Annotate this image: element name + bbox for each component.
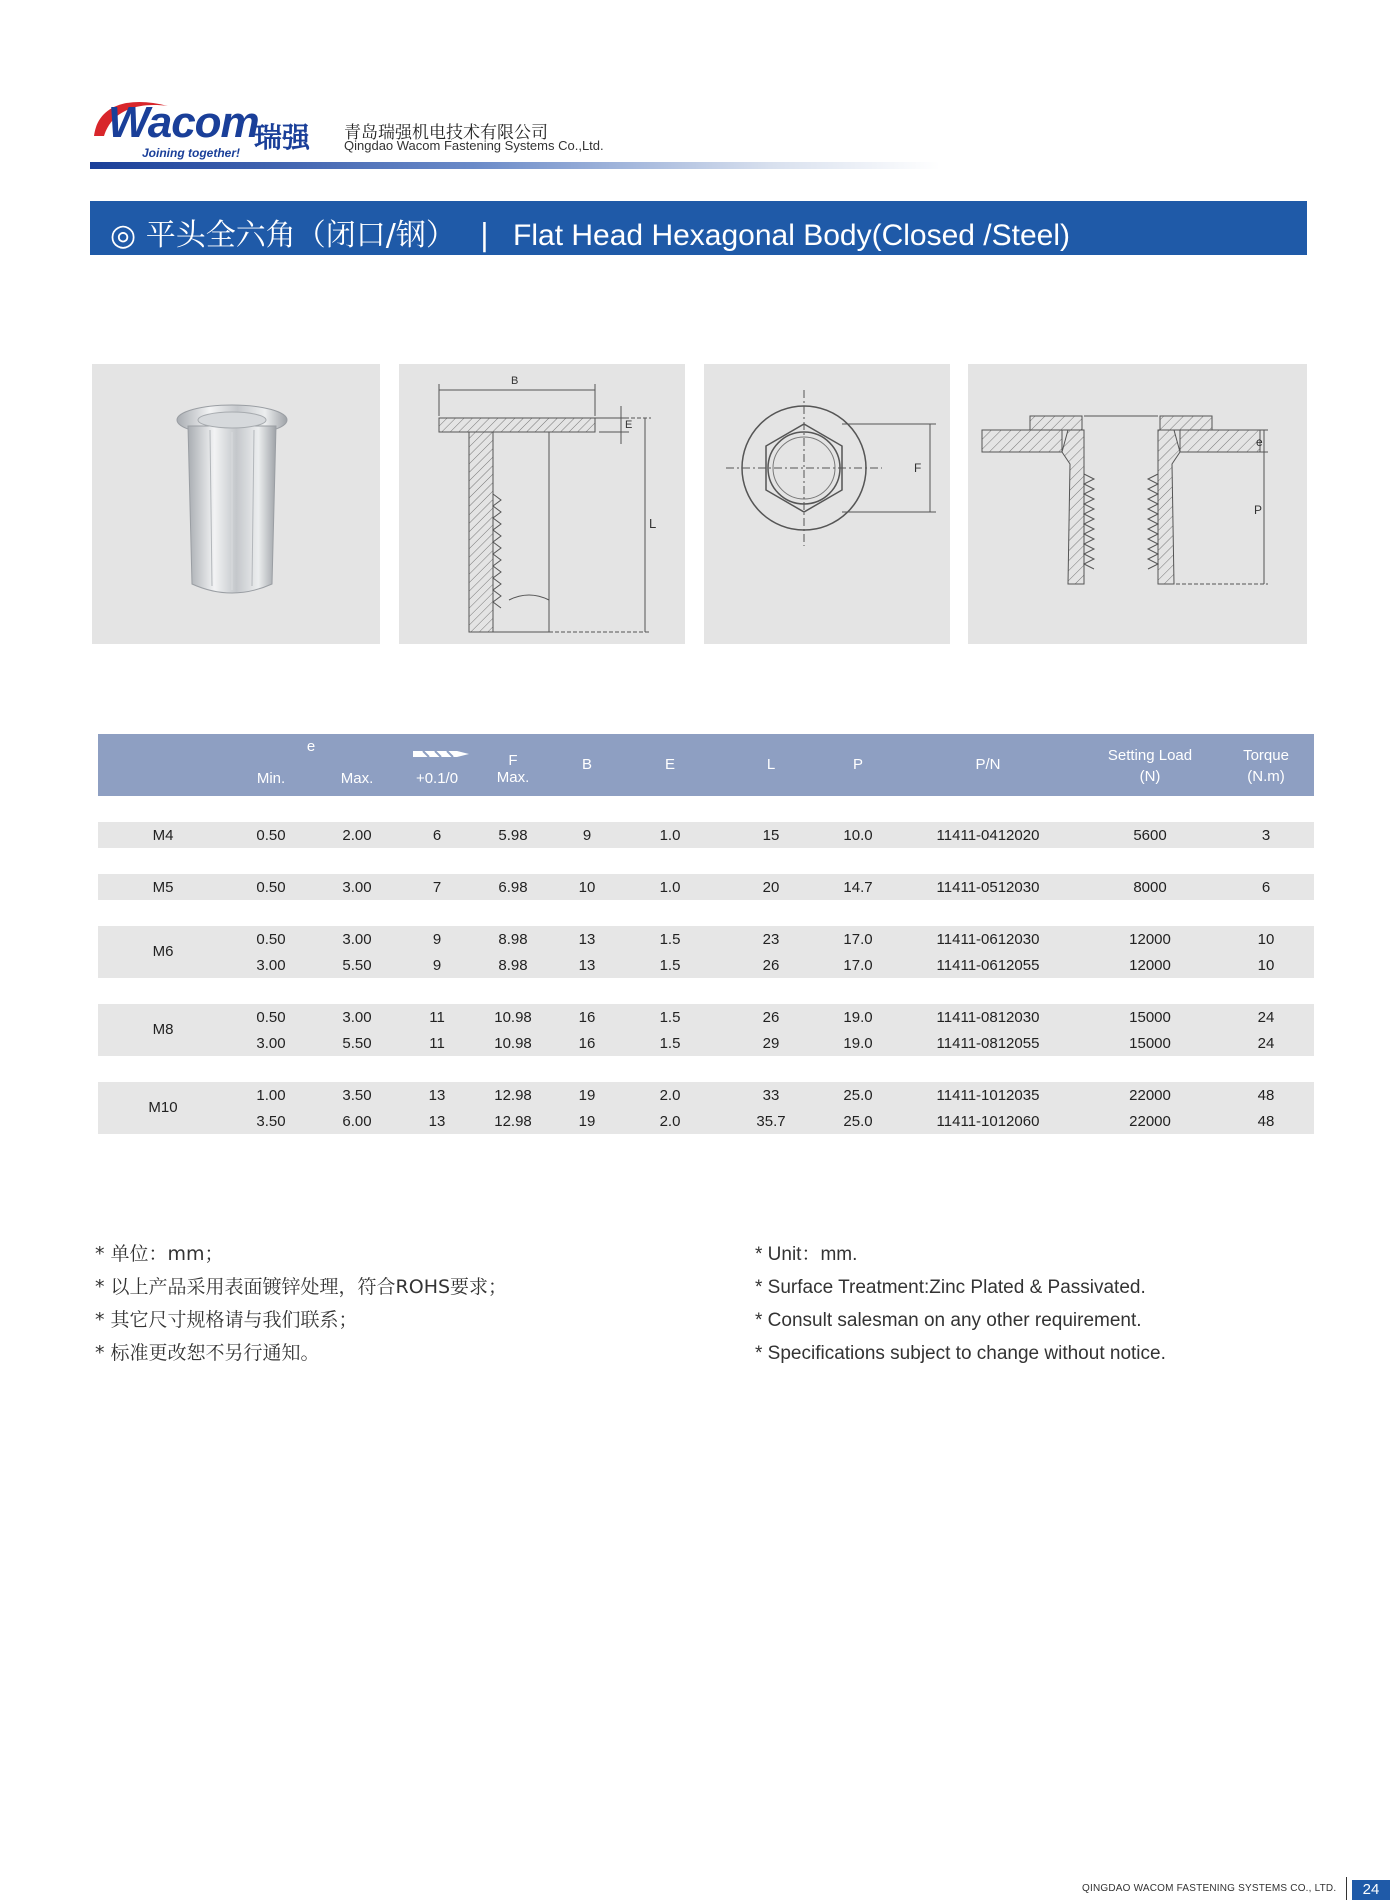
cell-torque: 24 [1257,1035,1275,1052]
cell-f: 12.98 [494,1087,532,1104]
header-f-max: Max. [496,769,530,786]
cell-part-number: 11411-0612055 [936,957,1040,974]
cell-part-number: 11411-0512030 [936,879,1040,896]
cell-l: 20 [762,879,780,896]
cell-part-number: 11411-0412020 [936,827,1040,844]
cell-f: 10.98 [494,1035,532,1052]
cell-e-min: 3.50 [256,1113,286,1130]
table-header [98,734,1314,796]
table-row [98,822,1314,848]
note-cn-unit: * 单位：mm； [95,1243,224,1265]
title-cn: 平头全六角（闭口/钢） [145,218,456,253]
cell-l: 26 [762,1009,780,1026]
dim-label-e-lower: e [1256,435,1263,449]
cell-b: 13 [578,931,596,948]
cell-drill: 7 [432,879,442,896]
footer-divider [1346,1877,1347,1900]
page-number: 24 [1352,1880,1390,1900]
header-l: L [766,756,776,773]
cell-e-upper: 2.0 [659,1113,681,1130]
cell-e-min: 3.00 [256,957,286,974]
cell-b: 9 [582,827,592,844]
table-row [98,1108,1314,1134]
installed-drawing [968,364,1307,644]
section-title-bar [90,201,1307,255]
cell-torque: 24 [1257,1009,1275,1026]
cell-e-upper: 1.0 [659,879,681,896]
cell-f: 8.98 [498,931,528,948]
cell-l: 23 [762,931,780,948]
cell-drill: 13 [428,1087,446,1104]
cell-torque: 10 [1257,931,1275,948]
cell-e-max: 2.00 [342,827,372,844]
cell-e-min: 3.00 [256,1035,286,1052]
product-photo [92,364,380,644]
note-en-unit: * Unit：mm. [755,1244,858,1265]
cell-l: 29 [762,1035,780,1052]
cell-torque: 3 [1261,827,1271,844]
cell-p: 19.0 [843,1035,873,1052]
cell-e-min: 0.50 [256,827,286,844]
cell-setting-load: 12000 [1129,931,1171,948]
cell-drill: 13 [428,1113,446,1130]
cell-drill: 6 [432,827,442,844]
header-drill-tolerance: +0.1/0 [415,770,459,787]
cell-b: 16 [578,1009,596,1026]
logo-tagline: Joining together! [142,146,240,160]
note-cn-contact: * 其它尺寸规格请与我们联系； [95,1309,358,1331]
note-en-contact: * Consult salesman on any other requirement. [755,1310,1142,1331]
size-label: M8 [152,1021,174,1038]
cell-setting-load: 5600 [1133,827,1167,844]
cell-part-number: 11411-1012060 [936,1113,1040,1130]
size-group-m6 [98,926,1314,978]
cell-e-upper: 1.0 [659,827,681,844]
cell-setting-load: 8000 [1133,879,1167,896]
cell-torque: 6 [1261,879,1271,896]
table-row [98,1082,1314,1108]
cell-p: 10.0 [843,827,873,844]
size-label: M10 [148,1099,178,1116]
title-en: Flat Head Hexagonal Body(Closed /Steel) [513,219,1071,252]
header-setting-load: Setting Load [1107,747,1193,764]
size-group-m5 [98,874,1314,900]
note-en-surface: * Surface Treatment:Zinc Plated & Passivated. [755,1277,1146,1298]
installed-section-icon [968,364,1307,644]
cell-b: 16 [578,1035,596,1052]
table-row [98,926,1314,952]
header-e: e [306,738,316,755]
cell-e-upper: 2.0 [659,1087,681,1104]
cell-setting-load: 22000 [1129,1113,1171,1130]
cell-e-max: 3.00 [342,879,372,896]
cell-f: 6.98 [498,879,528,896]
cell-e-upper: 1.5 [659,1009,681,1026]
cell-e-min: 0.50 [256,1009,286,1026]
cell-setting-load: 15000 [1129,1009,1171,1026]
header-p: P [852,756,864,773]
cell-p: 14.7 [843,879,873,896]
header-e-min: Min. [256,770,286,787]
table-row [98,952,1314,978]
dim-label-e-upper: E [625,419,633,431]
cell-drill: 11 [429,1035,445,1052]
cell-torque: 48 [1257,1087,1275,1104]
notes-en [755,1238,1166,1370]
cell-p: 25.0 [843,1087,873,1104]
dim-label-f: F [914,461,922,475]
cell-e-max: 5.50 [342,957,372,974]
header-f: F [508,752,518,769]
cell-setting-load: 12000 [1129,957,1171,974]
logo-chinese-name: 瑞强 [254,121,311,154]
cell-drill: 11 [429,1009,445,1026]
cell-e-min: 0.50 [256,879,286,896]
note-cn-change: * 标准更改恕不另行通知。 [95,1342,320,1364]
top-view-drawing [704,364,950,644]
company-name-cn: 青岛瑞强机电技术有限公司 [344,123,548,143]
table-row [98,1030,1314,1056]
cell-e-max: 3.00 [342,931,372,948]
dim-label-p: P [1254,503,1263,517]
header-torque: Torque [1243,747,1289,764]
cell-e-upper: 1.5 [659,931,681,948]
section-drawing-icon [399,364,685,644]
header-torque-unit: (N.m) [1247,768,1285,785]
spec-table [98,734,1314,1134]
cell-setting-load: 15000 [1129,1035,1171,1052]
cell-part-number: 11411-0812030 [936,1009,1040,1026]
logo-word: Wacom [108,98,259,147]
size-group-m8 [98,1004,1314,1056]
cell-e-max: 5.50 [342,1035,372,1052]
cell-l: 33 [762,1087,780,1104]
cell-part-number: 11411-1012035 [936,1087,1040,1104]
cell-e-max: 3.00 [342,1009,372,1026]
company-logo [90,96,320,160]
cell-p: 19.0 [843,1009,873,1026]
cell-b: 19 [578,1087,596,1104]
cell-f: 5.98 [498,827,528,844]
cell-p: 25.0 [843,1113,873,1130]
header-divider [90,162,940,169]
size-label: M6 [152,943,174,960]
cell-e-min: 0.50 [256,931,286,948]
cell-l: 26 [762,957,780,974]
cell-b: 19 [578,1113,596,1130]
cell-l: 35.7 [756,1113,786,1130]
size-group-m4 [98,822,1314,848]
table-row [98,874,1314,900]
cell-drill: 9 [432,957,442,974]
cell-setting-load: 22000 [1129,1087,1171,1104]
rivet-nut-photo-icon [92,364,380,644]
size-label: M5 [152,879,174,896]
table-row [98,1004,1314,1030]
cell-part-number: 11411-0612030 [936,931,1040,948]
size-group-m10 [98,1082,1314,1134]
drill-bit-icon [413,747,469,761]
header-setting-load-unit: (N) [1139,768,1161,785]
cell-f: 10.98 [494,1009,532,1026]
cell-e-min: 1.00 [256,1087,286,1104]
hex-top-view-icon [704,364,950,644]
cell-torque: 10 [1257,957,1275,974]
cell-p: 17.0 [843,931,873,948]
cell-part-number: 11411-0812055 [936,1035,1040,1052]
header-e-upper: E [664,756,676,773]
note-cn-surface: * 以上产品采用表面镀锌处理，符合ROHS要求； [95,1276,508,1298]
footer-company: QINGDAO WACOM FASTENING SYSTEMS CO., LTD. [1082,1883,1337,1894]
cell-f: 12.98 [494,1113,532,1130]
cell-e-upper: 1.5 [659,957,681,974]
dim-label-b: B [511,375,519,387]
cell-e-max: 6.00 [342,1113,372,1130]
cell-b: 10 [578,879,596,896]
cell-l: 15 [762,827,780,844]
cell-drill: 9 [432,931,442,948]
cell-b: 13 [578,957,596,974]
cell-torque: 48 [1257,1113,1275,1130]
cell-e-max: 3.50 [342,1087,372,1104]
header-e-max: Max. [340,770,374,787]
title-separator: | [479,218,490,253]
notes-cn [95,1238,507,1370]
header-part-number: P/N [975,756,1001,773]
cell-f: 8.98 [498,957,528,974]
company-name-en: Qingdao Wacom Fastening Systems Co.,Ltd. [344,138,604,153]
note-en-change: * Specifications subject to change without notice. [755,1343,1166,1364]
dim-label-l: L [649,516,657,531]
cell-p: 17.0 [843,957,873,974]
cell-e-upper: 1.5 [659,1035,681,1052]
header-b: B [581,756,593,773]
section-title [110,210,1070,254]
section-drawing [399,364,685,644]
size-label: M4 [152,827,174,844]
title-symbol: ◎ [110,218,137,253]
